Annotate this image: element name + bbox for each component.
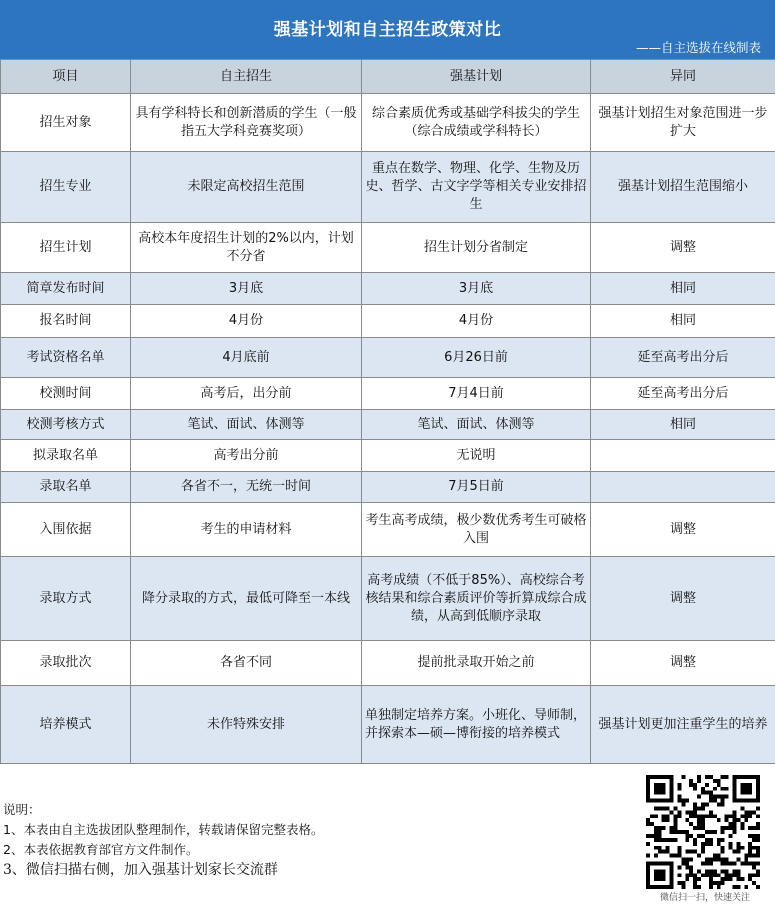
row-qiangji: 招生计划分省制定 — [362, 223, 591, 273]
row-diff: 调整 — [591, 557, 775, 641]
row-zizhu: 具有学科特长和创新潜质的学生（一般指五大学科竞赛奖项） — [131, 94, 362, 152]
table-row — [1, 273, 775, 305]
row-item: 校测考核方式 — [1, 410, 131, 440]
table-row — [1, 305, 775, 338]
row-item: 录取名单 — [1, 472, 131, 503]
table-row — [1, 557, 775, 641]
row-qiangji: 考生高考成绩，极少数优秀考生可破格入围 — [362, 503, 591, 557]
table-row — [1, 503, 775, 557]
row-item: 录取方式 — [1, 557, 131, 641]
page-title: 强基计划和自主招生政策对比 — [273, 20, 502, 40]
table-row — [1, 410, 775, 440]
page-header — [0, 0, 775, 59]
row-item: 招生对象 — [1, 94, 131, 152]
row-item: 入围依据 — [1, 503, 131, 557]
row-item: 简章发布时间 — [1, 273, 131, 305]
row-qiangji: 综合素质优秀或基础学科拔尖的学生（综合成绩或学科特长） — [362, 94, 591, 152]
row-qiangji: 无说明 — [362, 440, 591, 472]
note-line-1: 1、本表由自主选拔团队整理制作，转载请保留完整表格。 — [3, 822, 324, 837]
table-row — [1, 440, 775, 472]
row-diff: 调整 — [591, 223, 775, 273]
row-qiangji: 7月5日前 — [362, 472, 591, 503]
row-diff: 强基计划更加注重学生的培养 — [591, 686, 775, 764]
row-zizhu: 笔试、面试、体测等 — [131, 410, 362, 440]
row-zizhu: 未作特殊安排 — [131, 686, 362, 764]
row-item: 招生专业 — [1, 152, 131, 223]
row-diff — [591, 472, 775, 503]
row-diff: 强基计划招生范围缩小 — [591, 152, 775, 223]
row-zizhu: 高考出分前 — [131, 440, 362, 472]
row-qiangji: 7月4日前 — [362, 378, 591, 410]
qr-code-icon[interactable] — [646, 775, 760, 889]
row-zizhu: 降分录取的方式，最低可降至一本线 — [131, 557, 362, 641]
row-zizhu: 各省不一，无统一时间 — [131, 472, 362, 503]
column-header-zizhu: 自主招生 — [131, 60, 362, 94]
row-diff — [591, 440, 775, 472]
row-zizhu: 考生的申请材料 — [131, 503, 362, 557]
row-zizhu: 3月底 — [131, 273, 362, 305]
table-row — [1, 472, 775, 503]
row-qiangji: 单独制定培养方案。小班化、导师制，并探索本—硕—博衔接的培养模式 — [362, 686, 591, 764]
table-row — [1, 686, 775, 764]
credit-line: ——自主选拔在线制表 — [635, 40, 761, 55]
column-header-qiangji: 强基计划 — [362, 60, 591, 94]
row-qiangji: 3月底 — [362, 273, 591, 305]
row-diff: 延至高考出分后 — [591, 338, 775, 378]
row-item: 培养模式 — [1, 686, 131, 764]
row-zizhu: 高校本年度招生计划的2%以内，计划不分省 — [131, 223, 362, 273]
row-qiangji: 高考成绩（不低于85%）、高校综合考核结果和综合素质评价等折算成综合成绩，从高到低顺序录取 — [362, 557, 591, 641]
row-zizhu: 高考后，出分前 — [131, 378, 362, 410]
row-diff: 调整 — [591, 503, 775, 557]
row-qiangji: 4月份 — [362, 305, 591, 338]
row-diff: 相同 — [591, 273, 775, 305]
row-zizhu: 4月份 — [131, 305, 362, 338]
row-item: 考试资格名单 — [1, 338, 131, 378]
note-line-2: 2、本表依据教育部官方文件制作。 — [3, 842, 199, 857]
column-header-item: 项目 — [1, 60, 131, 94]
note-line-3: 3、微信扫描右侧，加入强基计划家长交流群 — [3, 862, 278, 878]
row-qiangji: 重点在数学、物理、化学、生物及历史、哲学、古文字学等相关专业安排招生 — [362, 152, 591, 223]
row-zizhu: 4月底前 — [131, 338, 362, 378]
qr-caption: 微信扫一扫，快速关注 — [659, 893, 750, 903]
row-item: 报名时间 — [1, 305, 131, 338]
table-row — [1, 338, 775, 378]
row-diff: 调整 — [591, 641, 775, 686]
column-header-diff: 异同 — [591, 60, 775, 94]
table-row — [1, 223, 775, 273]
row-zizhu: 各省不同 — [131, 641, 362, 686]
comparison-table — [0, 59, 775, 764]
row-diff: 相同 — [591, 305, 775, 338]
notes-heading: 说明： — [3, 802, 41, 817]
row-zizhu: 未限定高校招生范围 — [131, 152, 362, 223]
table-row — [1, 378, 775, 410]
table-row — [1, 152, 775, 223]
row-diff: 强基计划招生对象范围进一步扩大 — [591, 94, 775, 152]
row-item: 录取批次 — [1, 641, 131, 686]
row-item: 拟录取名单 — [1, 440, 131, 472]
row-qiangji: 提前批录取开始之前 — [362, 641, 591, 686]
table-row — [1, 641, 775, 686]
row-qiangji: 6月26日前 — [362, 338, 591, 378]
row-item: 校测时间 — [1, 378, 131, 410]
qr-code-graphic — [646, 775, 760, 889]
row-diff: 相同 — [591, 410, 775, 440]
table-row — [1, 94, 775, 152]
row-item: 招生计划 — [1, 223, 131, 273]
table-header-row — [1, 60, 775, 94]
row-diff: 延至高考出分后 — [591, 378, 775, 410]
notes-section — [3, 800, 323, 880]
row-qiangji: 笔试、面试、体测等 — [362, 410, 591, 440]
